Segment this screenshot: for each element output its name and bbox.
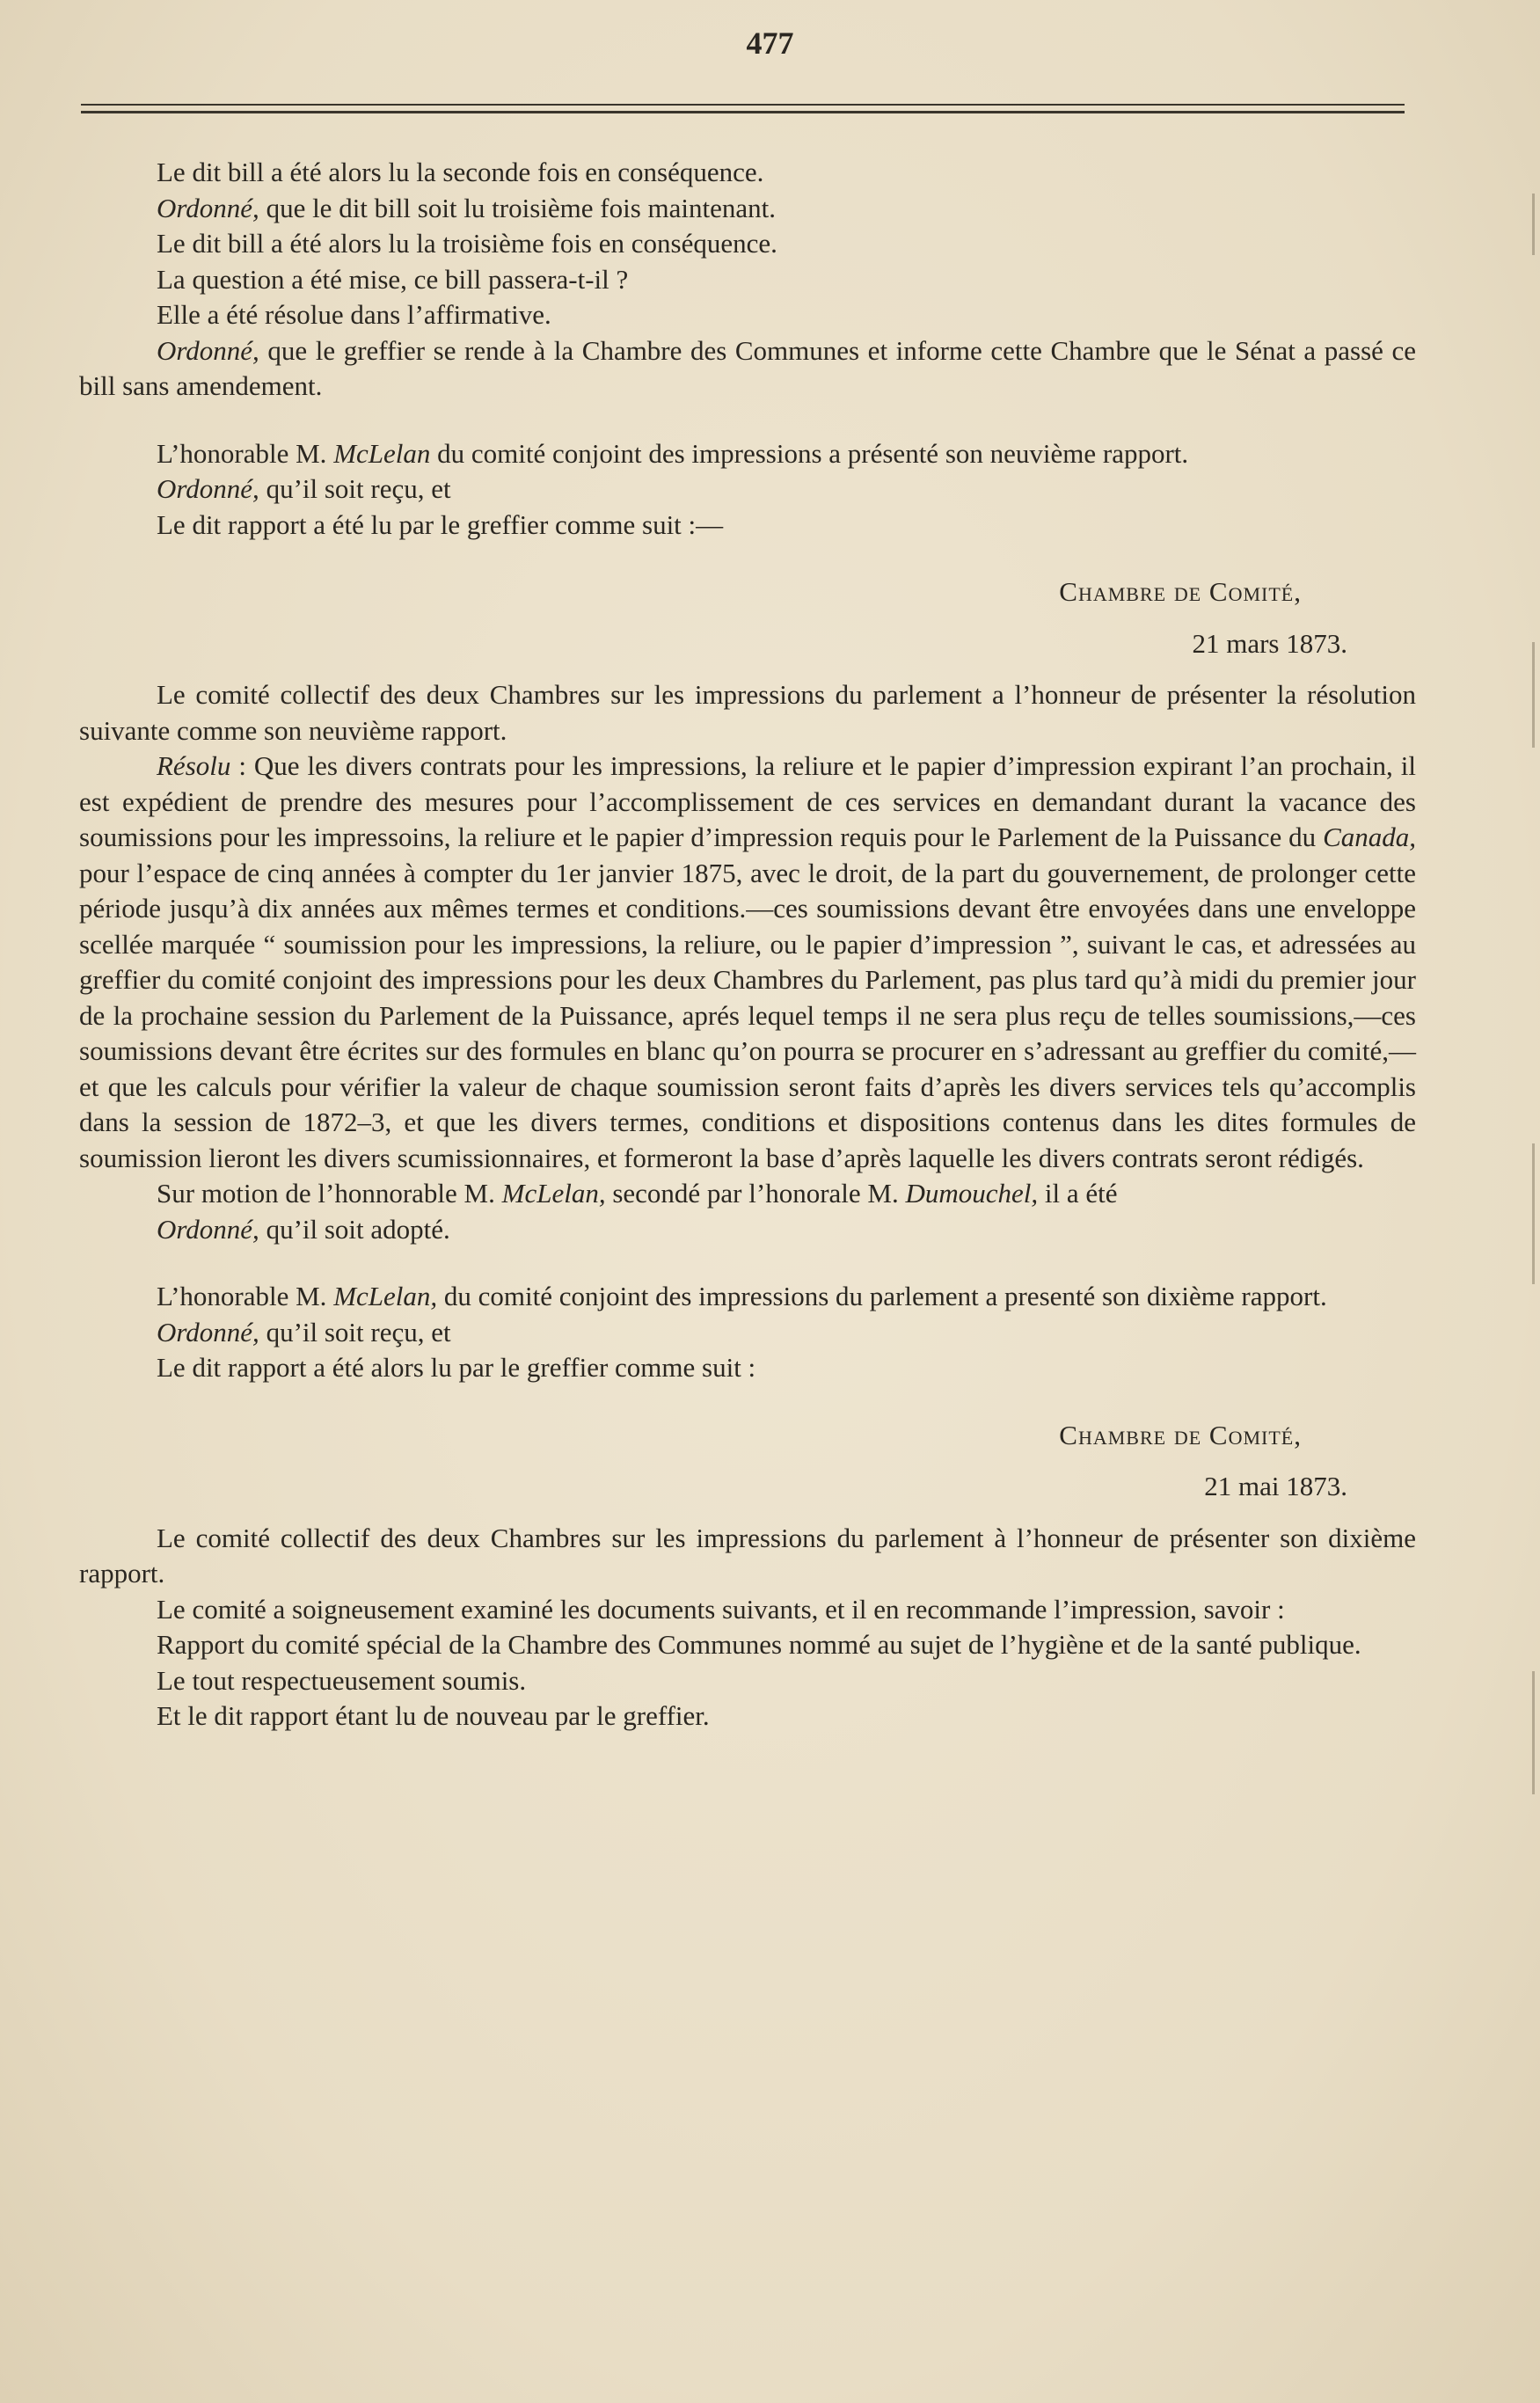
text-line: Ordonné, qu’il soit reçu, et	[157, 1316, 451, 1348]
emphasis: Résolu	[157, 750, 231, 781]
header-rule-thin	[81, 104, 1405, 106]
text-line: Le dit rapport a été lu par le greffier comme suit :—	[157, 508, 724, 540]
emphasis: Ordonné,	[157, 1316, 259, 1348]
name-emphasis: McLelan,	[501, 1178, 606, 1209]
report9-header: Chambre de Comité,	[1059, 576, 1302, 607]
emphasis: Canada,	[1323, 822, 1416, 852]
text-line: La question a été mise, ce bill passera-t-il ?	[157, 263, 629, 295]
margin-mark	[1532, 642, 1535, 748]
report10-body: Le tout respectueusement soumis.	[157, 1664, 527, 1696]
name-emphasis: McLelan,	[333, 1281, 438, 1311]
report9-motion: Sur motion de l’honnorable M. McLelan, secondé par l’honorale M. Dumouchel, il a été	[157, 1178, 1118, 1209]
text-line: Le dit bill a été alors lu la troisième fois en conséquence.	[157, 228, 777, 259]
report10-body: Et le dit rapport étant lu de nouveau par le greffier.	[157, 1700, 710, 1731]
report9-date: 21 mars 1873.	[1192, 627, 1347, 659]
header-rule-thick	[81, 111, 1405, 113]
text-line: Le dit bill a été alors lu la seconde fois en conséquence.	[157, 157, 764, 187]
name-emphasis: Dumouchel,	[905, 1178, 1039, 1209]
emphasis: Ordonné,	[157, 192, 259, 223]
text-paragraph: Ordonné, que le greffier se rende à la Chambre des Communes et informe cette Chambre que le Sénat a passé ce bill sans amendement.	[79, 334, 1416, 401]
emphasis: Ordonné,	[157, 334, 259, 366]
report10-body: Rapport du comité spécial de la Chambre des Communes nommé au sujet de l’hygiène et de la santé publique.	[157, 1629, 1361, 1660]
report10-intro: L’honorable M. McLelan, du comité conjoint des impressions du parlement a presenté son dixième rapport.	[157, 1281, 1327, 1311]
report10-body: Le comité a soigneusement examiné les documents suivants, et il en recommande l’impression, savoir :	[157, 1593, 1285, 1625]
text-line: Elle a été résolue dans l’affirmative.	[157, 299, 551, 330]
report9-resolution: Résolu : Que les divers contrats pour les impressions, la reliure et le papier d’impression expirant l’an prochain, il est expédient de prendre des mesures pour l’accomplissement de ces services en demandant durant la vacance des soumissions pour les impressoins, la reliure et le papier d’impression requis pour le Parlement de la Puissance du Canada, pour l’espace de cinq années à compter du 1er janvier 1875, avec le droit, de la part du gouvernement, de prolonger cette période jusqu’à dix années aux mêmes termes et conditions.—ces soumissions devant être envoyées dans une enveloppe scellée marquée “ soumission pour les impressions, la reliure, ou le papier d’impression ”, suivant le cas, et adressées au greffier du comité conjoint des impressions pour les deux Chambres du Parlement, pas plus tard qu’à midi du premier jour de la prochaine session du Parlement de la Puissance, aprés lequel temps il ne sera plus reçu de telles soumissions,—ces soumissions devant être écrites sur des formules en blanc qu’on pourra se procurer en s’adressant au greffier du comité,—et que les calculs pour vérifier la valeur de chaque soumission seront faits d’après les divers services tels qu’accomplis dans la session de 1872–3, et que les divers termes, conditions et dispositions contenus dans les dites formules de soumission lieront les divers scumissionnaires, et formeront la base d’après laquelle les divers contrats seront rédigés.	[79, 750, 1416, 1173]
report9-body: Le comité collectif des deux Chambres sur les impressions du parlement a l’honneur de présenter la résolution suivante comme son neuvième rapport.	[79, 679, 1416, 746]
report10-header: Chambre de Comité,	[1059, 1419, 1302, 1450]
margin-mark	[1532, 1671, 1535, 1794]
document-body	[79, 155, 1416, 1735]
margin-mark	[1532, 1143, 1535, 1284]
margin-mark	[1532, 194, 1535, 255]
report10-body: Le comité collectif des deux Chambres sur les impressions du parlement à l’honneur de présenter son dixième rapport.	[79, 1522, 1416, 1589]
page-number: 477	[746, 26, 794, 61]
report9-intro: L’honorable M. McLelan du comité conjoint des impressions a présenté son neuvième rapport.	[157, 437, 1189, 469]
name-emphasis: McLelan	[333, 437, 431, 469]
text-line: Ordonné, que le dit bill soit lu troisième fois maintenant.	[157, 192, 776, 223]
text-line: Le dit rapport a été alors lu par le greffier comme suit :	[157, 1352, 756, 1383]
text-line: Ordonné, qu’il soit adopté.	[157, 1213, 450, 1245]
emphasis: Ordonné,	[157, 473, 259, 504]
emphasis: Ordonné,	[157, 1213, 259, 1245]
report10-date: 21 mai 1873.	[1204, 1471, 1347, 1501]
text-line: Ordonné, qu’il soit reçu, et	[157, 473, 451, 504]
